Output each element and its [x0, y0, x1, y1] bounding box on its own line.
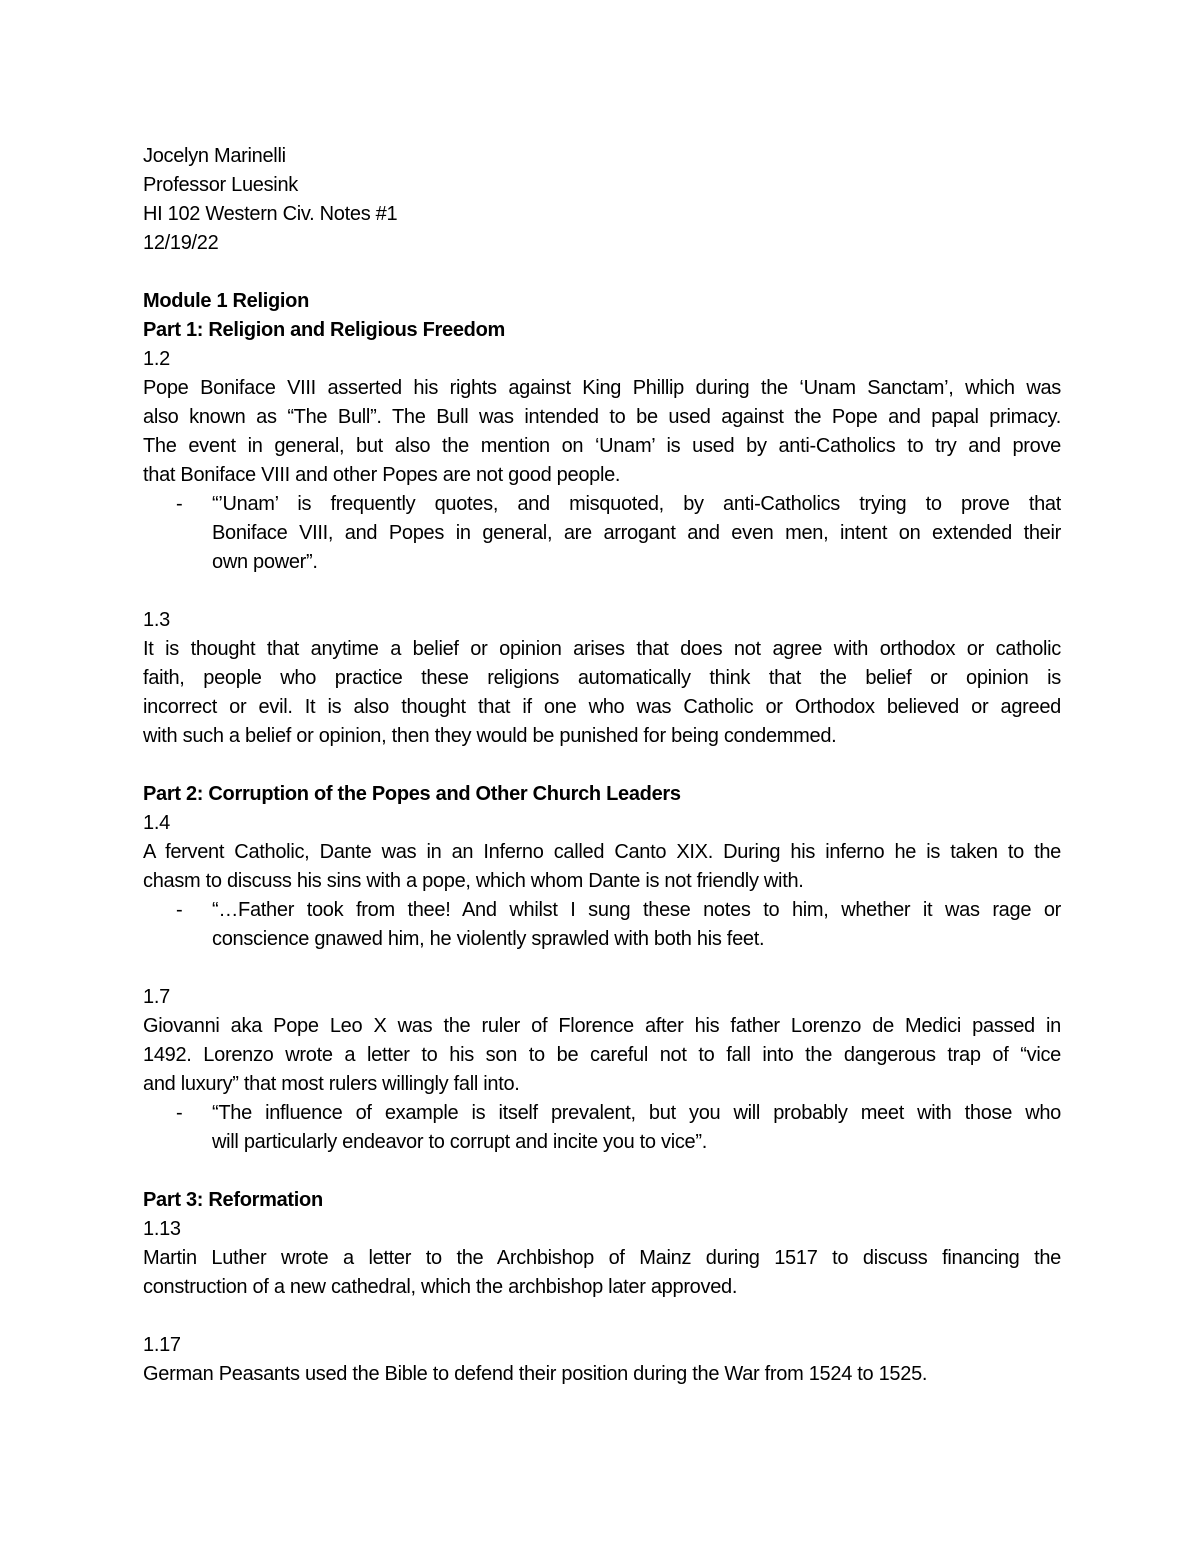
paragraph-line: A fervent Catholic, Dante was in an Inferno called Canto XIX. During his inferno he is taken to the	[143, 841, 1061, 863]
bullet-quote	[143, 490, 1061, 577]
section-number: 1.4	[143, 812, 170, 834]
paragraph-line: and luxury” that most rulers willingly fall into.	[143, 1073, 520, 1095]
module-title: Module 1 Religion	[143, 290, 310, 312]
paragraph-line: chasm to discuss his sins with a pope, which whom Dante is not friendly with.	[143, 870, 804, 892]
paragraph-line: faith, people who practice these religions automatically think that the belief or opinion is	[143, 667, 1061, 689]
section-number: 1.17	[143, 1334, 181, 1356]
paragraph-line: also known as “The Bull”. The Bull was intended to be used against the Pope and papal primacy.	[143, 406, 1061, 428]
spacer	[143, 1157, 1061, 1186]
bullet-line: conscience gnawed him, he violently sprawled with both his feet.	[212, 928, 765, 950]
bullet-line: Boniface VIII, and Popes in general, are arrogant and even men, intent on extended their	[212, 522, 1061, 544]
bullet-dash: -	[176, 899, 183, 921]
part2-title: Part 2: Corruption of the Popes and Other Church Leaders	[143, 783, 681, 805]
paragraph-line: construction of a new cathedral, which the archbishop later approved.	[143, 1276, 738, 1298]
author-name: Jocelyn Marinelli	[143, 145, 286, 167]
bullet-line: own power”.	[212, 551, 318, 573]
paragraph-line: 1492. Lorenzo wrote a letter to his son to be careful not to fall into the dangerous trap of “vice	[143, 1044, 1061, 1066]
paragraph-line: with such a belief or opinion, then they would be punished for being condemmed.	[143, 725, 837, 747]
section-number: 1.3	[143, 609, 170, 631]
section-number: 1.13	[143, 1218, 181, 1240]
bullet-line: “’Unam’ is frequently quotes, and misquoted, by anti-Catholics trying to prove that	[212, 493, 1061, 515]
spacer	[143, 577, 1061, 606]
section-1-4-paragraph	[143, 838, 1061, 896]
spacer	[143, 954, 1061, 983]
bullet-quote	[143, 896, 1061, 954]
document-date: 12/19/22	[143, 232, 219, 254]
section-1-13-paragraph	[143, 1244, 1061, 1302]
section-1-17-paragraph	[143, 1360, 1061, 1389]
part3-title: Part 3: Reformation	[143, 1189, 323, 1211]
spacer	[143, 258, 1061, 287]
section-1-7-paragraph	[143, 1012, 1061, 1099]
paragraph-line: that Boniface VIII and other Popes are not good people.	[143, 464, 621, 486]
professor-name: Professor Luesink	[143, 174, 298, 196]
spacer	[143, 1302, 1061, 1331]
bullet-dash: -	[176, 1102, 183, 1124]
section-number: 1.7	[143, 986, 170, 1008]
paragraph-line: The event in general, but also the mention on ‘Unam’ is used by anti-Catholics to try and prove	[143, 435, 1061, 457]
bullet-line: “…Father took from thee! And whilst I sung these notes to him, whether it was rage or	[212, 899, 1061, 921]
paragraph-line: Martin Luther wrote a letter to the Archbishop of Mainz during 1517 to discuss financing the	[143, 1247, 1061, 1269]
paragraph-line: Giovanni aka Pope Leo X was the ruler of Florence after his father Lorenzo de Medici passed in	[143, 1015, 1061, 1037]
section-1-2-paragraph	[143, 374, 1061, 490]
bullet-dash: -	[176, 493, 183, 515]
section-1-3-paragraph	[143, 635, 1061, 751]
bullet-quote	[143, 1099, 1061, 1157]
paragraph-line: incorrect or evil. It is also thought that if one who was Catholic or Orthodox believed or agreed	[143, 696, 1061, 718]
section-number: 1.2	[143, 348, 170, 370]
spacer	[143, 751, 1061, 780]
paragraph-line: It is thought that anytime a belief or opinion arises that does not agree with orthodox or catholic	[143, 638, 1061, 660]
paragraph-line: Pope Boniface VIII asserted his rights against King Phillip during the ‘Unam Sanctam’, which was	[143, 377, 1061, 399]
course-title: HI 102 Western Civ. Notes #1	[143, 203, 398, 225]
document-page	[143, 142, 1061, 1389]
bullet-line: “The influence of example is itself prevalent, but you will probably meet with those who	[212, 1102, 1061, 1124]
paragraph-line: German Peasants used the Bible to defend their position during the War from 1524 to 1525.	[143, 1363, 928, 1385]
part1-title: Part 1: Religion and Religious Freedom	[143, 319, 505, 341]
bullet-line: will particularly endeavor to corrupt and incite you to vice”.	[212, 1131, 707, 1153]
